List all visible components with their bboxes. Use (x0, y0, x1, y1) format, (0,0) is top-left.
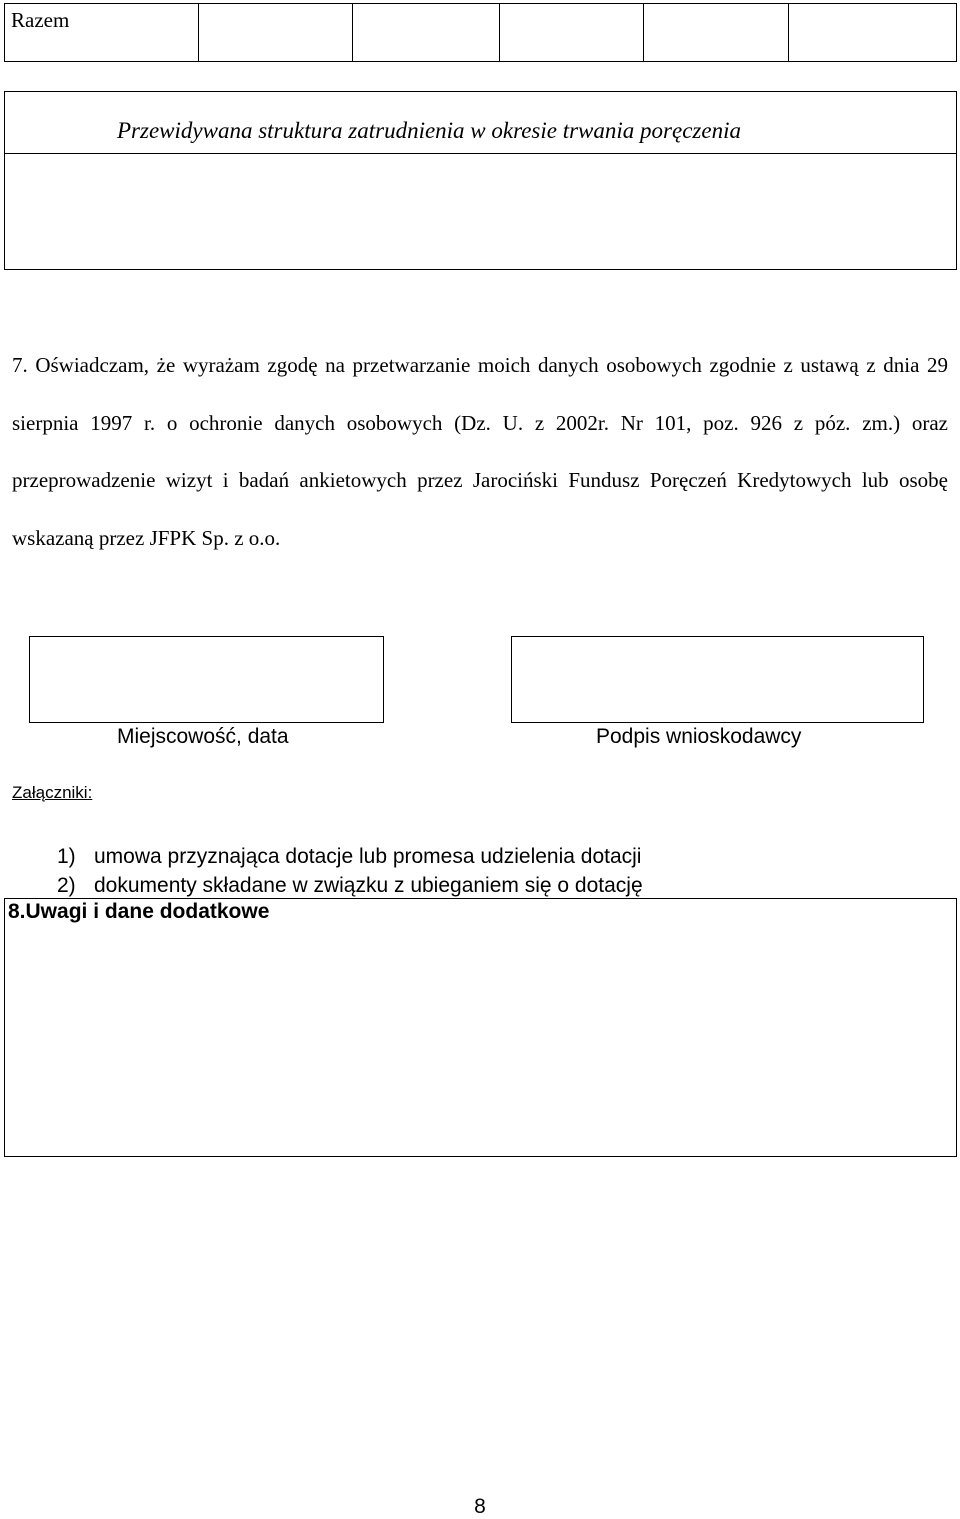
page-number: 8 (474, 1495, 486, 1518)
employment-structure-section (4, 91, 957, 270)
employment-structure-title: Przewidywana struktura zatrudnienia w okresie trwania poręczenia (5, 92, 956, 154)
attachments-header: Załączniki: (12, 783, 93, 802)
place-date-field[interactable] (29, 636, 384, 723)
signature-field[interactable] (511, 636, 924, 723)
attachments-list (57, 842, 643, 900)
list-item: 1) umowa przyznająca dotacje lub promesa udzielenia dotacji (57, 845, 642, 868)
summary-cell[interactable] (499, 4, 643, 61)
signature-label: Podpis wnioskodawcy (596, 725, 802, 748)
remarks-header: 8.Uwagi i dane dodatkowe (8, 900, 270, 923)
remarks-field[interactable] (4, 898, 957, 1157)
employment-structure-field[interactable] (5, 154, 956, 269)
summary-cell[interactable] (198, 4, 352, 61)
place-date-label: Miejscowość, data (117, 725, 289, 748)
summary-row (4, 3, 957, 62)
consent-statement: 7. Oświadczam, że wyrażam zgodę na przetwarzanie moich danych osobowych zgodnie z ustawą z dnia 29 sierpnia 1997 r. o ochronie danych osobowych (Dz. U. z 2002r. Nr 101, poz. 926 z póz. zm.) oraz przeprowadzenie wizyt i badań ankietowych przez Jarociński Fundusz Poręczeń Kredytowych lub osobę wskazaną przez JFPK Sp. z o.o. (12, 353, 948, 550)
summary-cell[interactable] (643, 4, 788, 61)
list-item: 2) dokumenty składane w związku z ubieganiem się o dotację (57, 874, 643, 897)
summary-row-label: Razem (11, 8, 70, 32)
summary-cell[interactable] (352, 4, 499, 61)
summary-cell[interactable] (788, 4, 956, 61)
